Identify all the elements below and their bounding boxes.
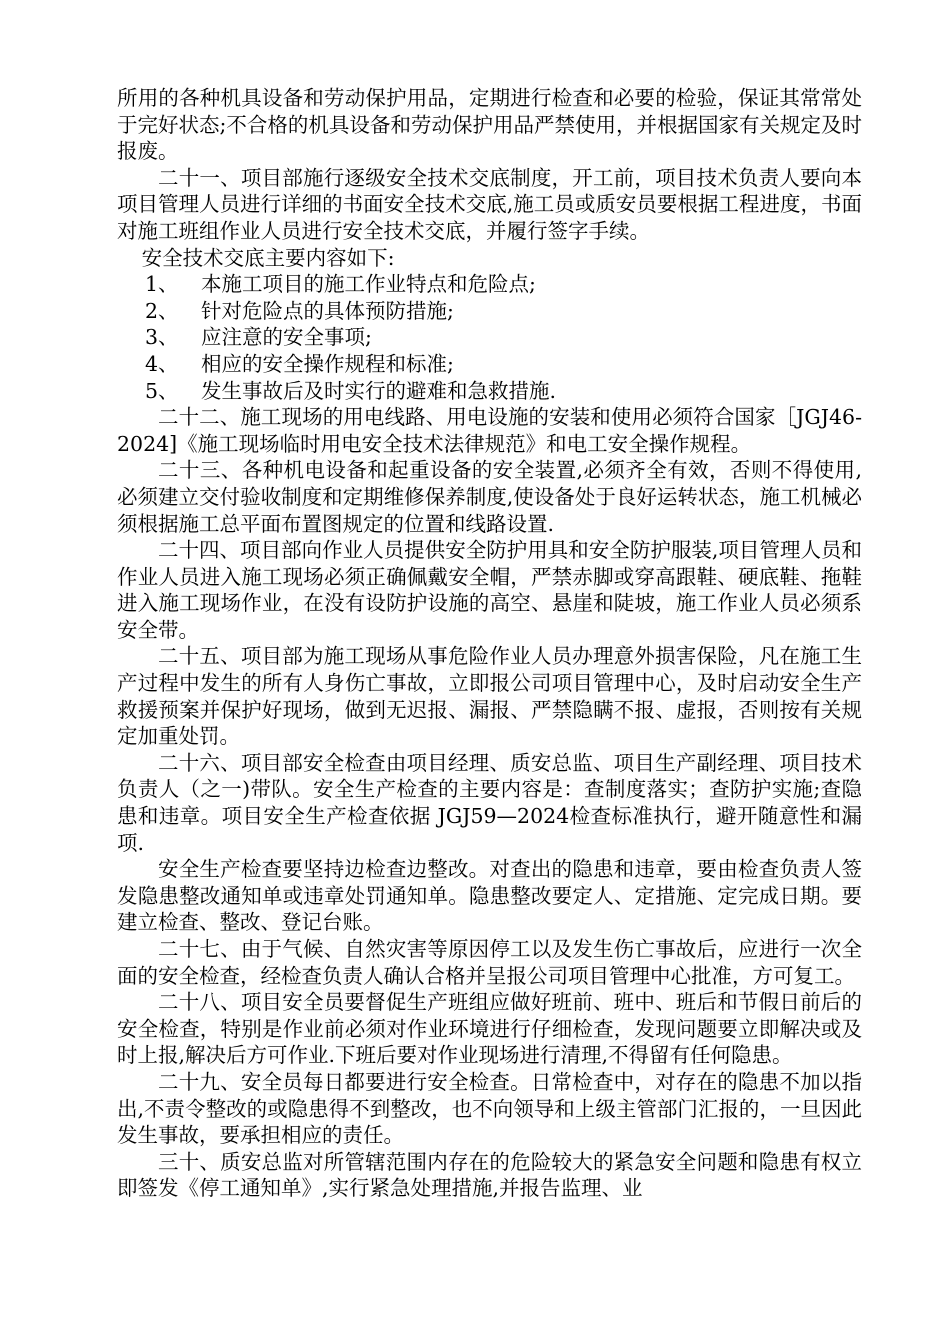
paragraph-22: 二十二、施工现场的用电线路、用电设施的安装和使用必须符合国家［JGJ46-2024]《施工现场临时用电安全技术法律规范》和电工安全操作规程。 <box>117 405 862 456</box>
paragraph-continued: 所用的各种机具设备和劳动保护用品，定期进行检查和必要的检验，保证其常常处于完好状态;不合格的机具设备和劳动保护用品严禁使用，并根据国家有关规定及时报废。 <box>117 86 862 164</box>
paragraph-26: 二十六、项目部安全检查由项目经理、质安总监、项目生产副经理、项目技术负责人（之一)带队。安全生产检查的主要内容是：查制度落实；查防护实施;查隐患和违章。项目安全生产检查依据 JGJ59—2024检查标准执行，避开随意性和漏项. <box>117 750 862 855</box>
list-item <box>117 271 862 298</box>
paragraph-25: 二十五、项目部为施工现场从事危险作业人员办理意外损害保险，凡在施工生产过程中发生的所有人身伤亡事故，立即报公司项目管理中心，及时启动安全生产救援预案并保护好现场，做到无迟报、漏报、严禁隐瞒不报、虚报，否则按有关规定加重处罚。 <box>117 644 862 749</box>
list-heading: 安全技术交底主要内容如下: <box>141 245 395 270</box>
document-page <box>117 85 862 1202</box>
list-item-number: 5、 <box>145 378 179 403</box>
list-item-number: 2、 <box>145 298 179 323</box>
paragraph-24: 二十四、项目部向作业人员提供安全防护用具和安全防护服装,项目管理人员和作业人员进入施工现场必须正确佩戴安全帽，严禁赤脚或穿高跟鞋、硬底鞋、拖鞋进入施工现场作业，在没有设防护设施的高空、悬崖和陡坡，施工作业人员必须系安全带。 <box>117 538 862 642</box>
list-item <box>117 378 862 405</box>
paragraph-23: 二十三、各种机电设备和起重设备的安全装置,必须齐全有效，否则不得使用,必须建立交付验收制度和定期维修保养制度,使设备处于良好运转状态，施工机械必须根据施工总平面布置图规定的位置和线路设置. <box>117 458 862 536</box>
list-item-text: 应注意的安全事项; <box>201 325 372 350</box>
list-item-text: 针对危险点的具体预防措施; <box>201 298 454 323</box>
paragraph-27: 二十七、由于气候、自然灾害等原因停工以及发生伤亡事故后，应进行一次全面的安全检查，经检查负责人确认合格并呈报公司项目管理中心批准，方可复工。 <box>117 937 862 988</box>
paragraph-30: 三十、质安总监对所管辖范围内存在的危险较大的紧急安全问题和隐患有权立即签发《停工通知单》,实行紧急处理措施,并报告监理、业 <box>117 1149 862 1201</box>
list-item-number: 3、 <box>145 325 179 350</box>
paragraph-28: 二十八、项目安全员要督促生产班组应做好班前、班中、班后和节假日前后的安全检查，特别是作业前必须对作业环境进行仔细检查，发现问题要立即解决或及时上报,解决后方可作业.下班后要对作业现场进行清理,不得留有任何隐患。 <box>117 990 862 1068</box>
list-item-text: 发生事故后及时实行的避难和急救措施. <box>201 378 557 403</box>
list-item-number: 4、 <box>145 351 179 376</box>
list-item-text: 相应的安全操作规程和标准; <box>201 351 454 376</box>
list-item <box>117 351 862 378</box>
list-item-text: 本施工项目的施工作业特点和危险点; <box>201 272 536 297</box>
list-item-number: 1、 <box>145 272 179 297</box>
list-item <box>117 298 862 325</box>
paragraph-21: 二十一、项目部施行逐级安全技术交底制度，开工前，项目技术负责人要向本项目管理人员进行详细的书面安全技术交底,施工员或质安员要根据工程进度，书面对施工班组作业人员进行安全技术交底，并履行签字手续。 <box>117 165 862 243</box>
paragraph-26-followup: 安全生产检查要坚持边检查边整改。对查出的隐患和违章，要由检查负责人签发隐患整改通知单或违章处罚通知单。隐患整改要定人、定措施、定完成日期。要建立检查、整改、登记台账。 <box>117 857 862 935</box>
paragraph-29: 二十九、安全员每日都要进行安全检查。日常检查中，对存在的隐患不加以指出,不责令整改的或隐患得不到整改，也不向领导和上级主管部门汇报的，一旦因此发生事故，要承担相应的责任。 <box>117 1069 862 1148</box>
list-item <box>117 324 862 351</box>
